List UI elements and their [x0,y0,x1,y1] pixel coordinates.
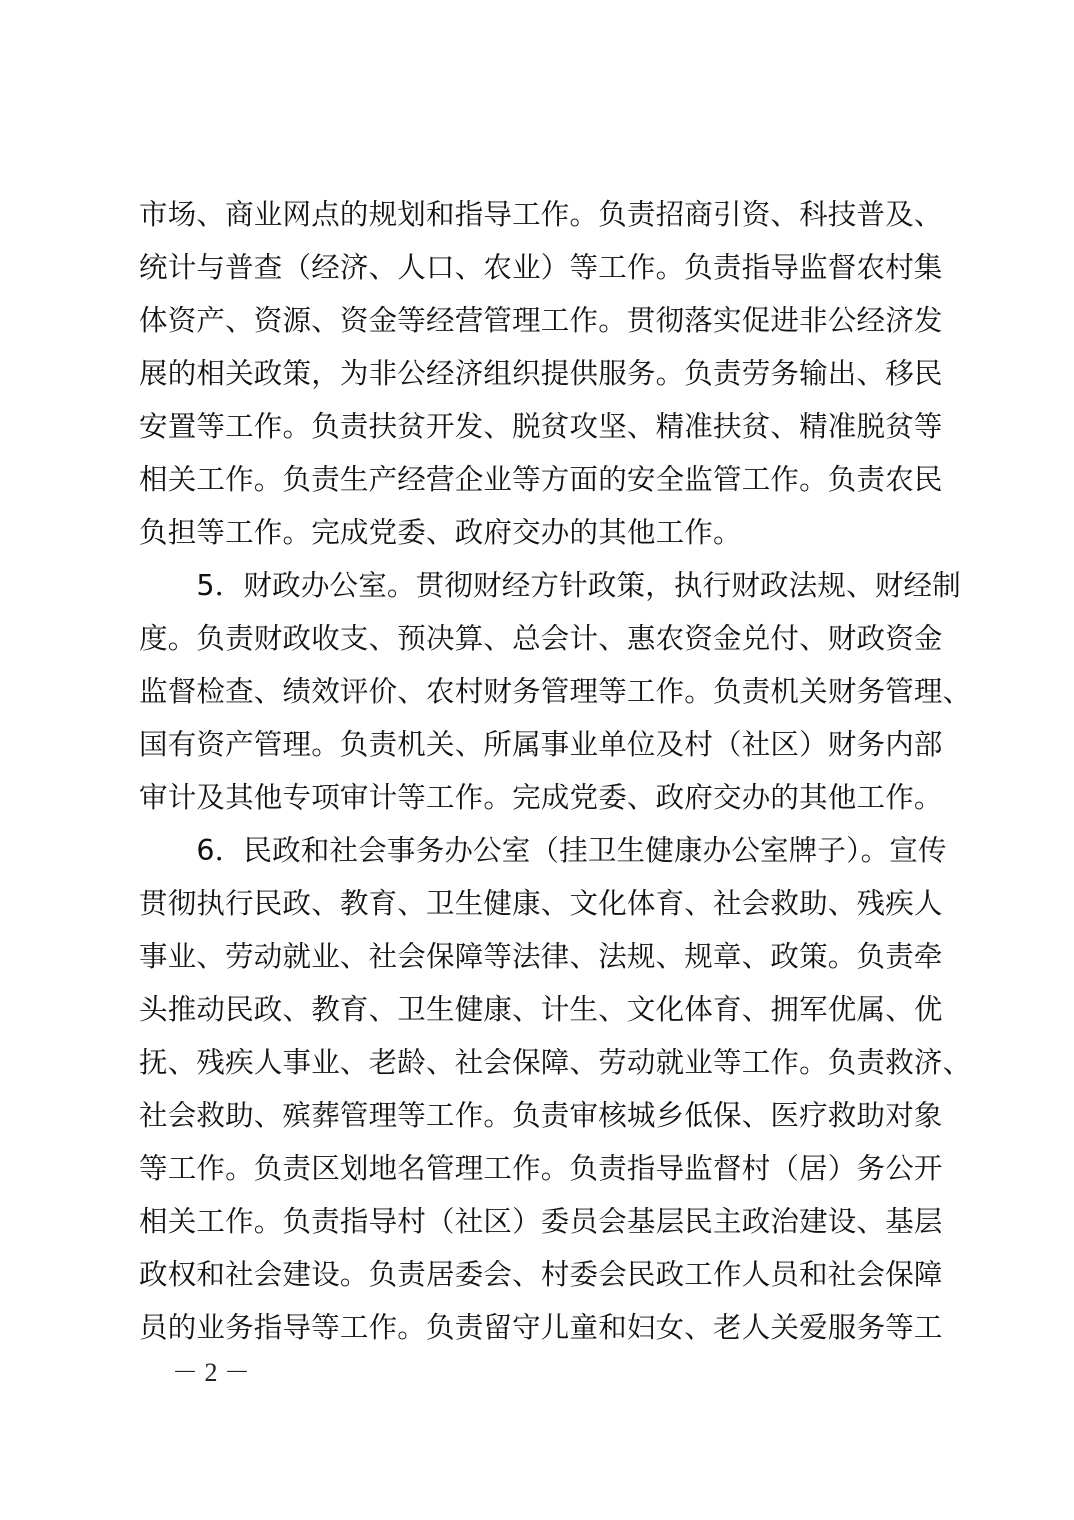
page-number: － 2 － [172,1358,251,1387]
text-line: 市场、商业网点的规划和指导工作。负责招商引资、科技普及、 [139,198,943,231]
text-line: 统计与普查（经济、人口、农业）等工作。负责指导监督农村集 [139,251,943,284]
text-line: 负担等工作。完成党委、政府交办的其他工作。 [139,516,742,549]
text-line: 事业、劳动就业、社会保障等法律、法规、规章、政策。负责牵 [139,940,943,973]
text-line: 6．民政和社会事务办公室（挂卫生健康办公室牌子）。宣传 [139,834,947,867]
text-line: 5．财政办公室。贯彻财经方针政策，执行财政法规、财经制 [139,569,961,602]
text-line: 政权和社会建设。负责居委会、村委会民政工作人员和社会保障 [139,1258,943,1291]
text-line: 贯彻执行民政、教育、卫生健康、文化体育、社会救助、残疾人 [139,887,943,920]
text-line: 安置等工作。负责扶贫开发、脱贫攻坚、精准扶贫、精准脱贫等 [139,410,943,443]
document-body [139,188,972,1354]
text-line: 相关工作。负责生产经营企业等方面的安全监管工作。负责农民 [139,463,943,496]
text-line: 抚、残疾人事业、老龄、社会保障、劳动就业等工作。负责救济、 [139,1046,972,1079]
text-line: 等工作。负责区划地名管理工作。负责指导监督村（居）务公开 [139,1152,943,1185]
text-line: 监督检查、绩效评价、农村财务管理等工作。负责机关财务管理、 [139,675,972,708]
text-line: 展的相关政策，为非公经济组织提供服务。负责劳务输出、移民 [139,357,943,390]
text-line: 社会救助、殡葬管理等工作。负责审核城乡低保、医疗救助对象 [139,1099,943,1132]
text-line: 员的业务指导等工作。负责留守儿童和妇女、老人关爱服务等工 [139,1311,943,1344]
text-line: 度。负责财政收支、预决算、总会计、惠农资金兑付、财政资金 [139,622,943,655]
text-line: 体资产、资源、资金等经营管理工作。贯彻落实促进非公经济发 [139,304,943,337]
text-line: 相关工作。负责指导村（社区）委员会基层民主政治建设、基层 [139,1205,943,1238]
text-line: 国有资产管理。负责机关、所属事业单位及村（社区）财务内部 [139,728,943,761]
text-line: 头推动民政、教育、卫生健康、计生、文化体育、拥军优属、优 [139,993,943,1026]
text-line: 审计及其他专项审计等工作。完成党委、政府交办的其他工作。 [139,781,943,814]
